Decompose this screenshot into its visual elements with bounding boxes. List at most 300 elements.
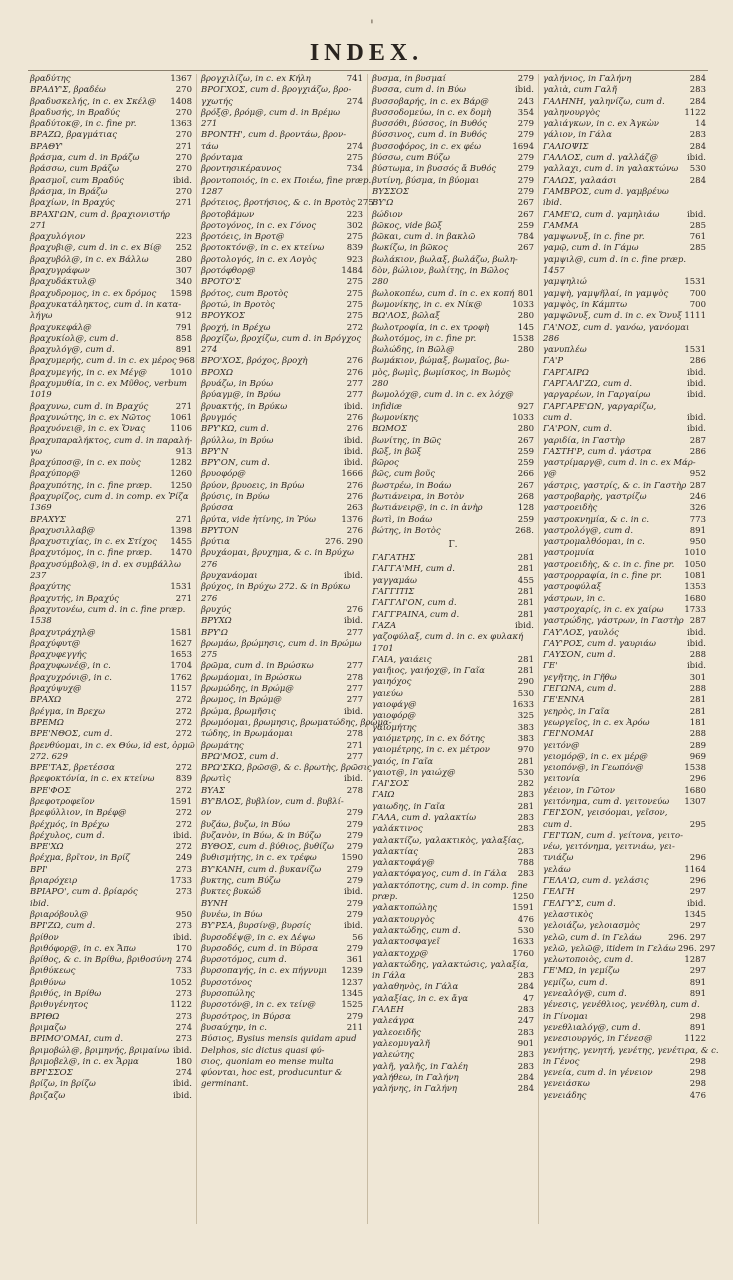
index-term: γαλῆ, γαλῆς, in Γαλέη xyxy=(372,1061,468,1072)
index-entry xyxy=(372,255,534,266)
page-reference: 1052 xyxy=(170,977,192,988)
page-reference: 773 xyxy=(689,514,706,525)
index-term: βυρσοπαγής, in c. ex πήγνυμι xyxy=(201,966,328,977)
index-entry xyxy=(30,164,192,175)
index-term: γαλακτίζω, γαλακτικὸς, γαλαξίας, xyxy=(372,835,525,846)
page-reference: 279 xyxy=(346,819,363,830)
index-entry xyxy=(30,673,192,684)
index-term: γεμίζω, cum d. xyxy=(543,977,608,988)
index-columns xyxy=(26,74,719,1224)
index-term: γαμψηλιώ xyxy=(543,277,587,288)
page-reference: 276 xyxy=(346,525,363,536)
index-entry xyxy=(201,277,363,288)
index-entry xyxy=(30,334,192,345)
index-term: βριμαζω xyxy=(30,1022,67,1033)
index-term: βυσμα, in βυσμαί xyxy=(372,74,446,84)
index-term: γαστρίμαργ@, cum d. in c. ex Μάρ- xyxy=(543,458,696,469)
index-term: γαλήνιος, in Γαλήνη xyxy=(543,74,632,84)
page-reference: 281 xyxy=(689,695,706,706)
index-entry xyxy=(30,707,192,718)
index-entry xyxy=(372,74,534,85)
page-reference: 283 xyxy=(517,824,534,835)
index-term: βύστωμα, in βυσσός ἄ Βυθός xyxy=(372,164,497,175)
index-entry xyxy=(372,210,534,221)
page-reference: 283 xyxy=(517,971,534,982)
index-entry xyxy=(30,368,192,379)
page-reference: 1581 xyxy=(170,627,192,638)
index-entry xyxy=(543,876,706,887)
index-term: σιος, quoniam eo mense multa xyxy=(201,1056,334,1067)
index-entry xyxy=(543,707,706,718)
index-entry xyxy=(372,300,534,311)
page-reference: 243 xyxy=(517,96,534,107)
page-reference: 891 xyxy=(689,1022,706,1033)
index-entry xyxy=(201,334,363,345)
index-entry xyxy=(201,469,363,480)
page-reference: 1666 xyxy=(341,469,363,480)
index-entry xyxy=(30,176,192,187)
page-reference: 268. xyxy=(515,525,534,536)
index-term: βριζαζω xyxy=(30,1090,66,1101)
index-column-4 xyxy=(539,74,719,1224)
page-reference: 284 xyxy=(689,74,706,84)
index-term: ΓΕ'ΜΩ, in γεμίζω xyxy=(543,966,620,977)
index-term: ΒΡΕ'ΝΘΟΣ, cum d. xyxy=(30,729,113,740)
index-entry xyxy=(372,869,534,880)
page-reference: 273 xyxy=(175,1011,192,1022)
index-term: βυθισμήτης, in c. ex τρέφω xyxy=(201,853,317,864)
page-reference: ibid. xyxy=(343,571,363,582)
index-entry xyxy=(30,481,192,492)
index-term: βροντησικέραυνος xyxy=(201,164,282,175)
index-term: γελαστικὸς xyxy=(543,909,594,920)
page-reference: 283 xyxy=(517,1027,534,1038)
page-reference: 273 xyxy=(175,887,192,898)
index-term: βραχύψυχ@ xyxy=(30,684,82,695)
index-entry xyxy=(543,187,706,198)
page-reference: ibid. xyxy=(343,706,363,717)
index-entry xyxy=(30,356,195,367)
index-term: γαμῷ, cum d. in Γάμω xyxy=(543,243,639,254)
index-term: ΒΥΑΣ xyxy=(201,785,226,796)
index-term: ΓΑ'Ρ xyxy=(543,356,564,367)
index-term: Delphos, sic dictus quasi φύ- xyxy=(201,1045,325,1056)
index-term: ΓΕΛΓΗ xyxy=(543,887,575,898)
page-reference: 276 xyxy=(346,604,363,615)
index-entry xyxy=(201,187,363,198)
index-term: βωκίζω, in βῶκος xyxy=(372,243,448,254)
index-entry xyxy=(30,729,192,740)
index-term: βριθύνω xyxy=(30,977,66,988)
page-reference: 271 xyxy=(346,740,363,751)
index-entry xyxy=(372,576,534,587)
index-term: ΓΑΥ'ΡΟΣ, cum d. γαυριάω xyxy=(543,638,656,649)
page-reference: 530 xyxy=(689,164,706,175)
page-reference: 891 xyxy=(175,345,192,356)
index-term: βωλοτόμος, in c. fine pr. xyxy=(372,333,477,344)
page-reference: 1633 xyxy=(512,937,534,948)
index-term: γενειάσκω xyxy=(543,1079,590,1090)
index-term: γένεσις, γενέθλιος, γενέθλη, cum d. xyxy=(543,1000,700,1011)
index-term: γενεία, cum d. in γένειον xyxy=(543,1068,653,1079)
index-entry xyxy=(201,164,363,175)
page-reference: 279 xyxy=(346,830,363,841)
index-entry xyxy=(30,752,192,763)
index-term: ΒΡΑΧΙ'ΩΝ, cum d. βραχιονιστήρ xyxy=(30,209,170,220)
index-term: ΒΩ'ΛΟΣ, βῶλαξ xyxy=(372,311,440,322)
page-reference: ibid. xyxy=(172,932,192,943)
page-reference: 278 xyxy=(346,672,363,683)
index-entry xyxy=(372,1050,534,1061)
index-entry xyxy=(372,858,534,869)
page-reference: 298 xyxy=(689,1056,706,1067)
page-reference: 279 xyxy=(346,864,363,875)
page-reference: 272 xyxy=(175,717,192,728)
page-reference: ibid. xyxy=(343,446,363,457)
index-entry xyxy=(372,677,534,688)
index-entry xyxy=(543,1057,706,1068)
index-entry xyxy=(30,198,192,209)
index-term: γαμψωνυξ, in c. fine pr. xyxy=(543,232,645,243)
index-entry xyxy=(30,887,192,898)
index-term: γεηρὸς, in Γαῖα xyxy=(543,706,610,717)
page-reference: 891 xyxy=(689,525,706,536)
index-entry xyxy=(543,741,706,752)
page-reference: 476 xyxy=(517,914,534,925)
page-reference: 280 xyxy=(517,311,534,322)
index-term: γαλακτόποτης, cum d. in comp. fine xyxy=(372,880,528,891)
index-term: γειτόν@ xyxy=(543,740,580,751)
index-term: γαιός, in Γαῖα xyxy=(372,756,434,767)
index-entry xyxy=(543,164,706,175)
index-entry xyxy=(543,1023,706,1034)
page-reference: 275 xyxy=(346,153,363,164)
page-reference: 1484 xyxy=(341,266,363,277)
page-reference: 279 xyxy=(346,909,363,920)
index-term: γεγῆτης, in Γῆθω xyxy=(543,672,617,683)
index-term: μὸς, βωμὶς, βωμίσκος, in Βωμὸς xyxy=(372,367,511,378)
index-term: ΒΡΕΜΩ xyxy=(30,717,64,728)
index-term: βρύτα, vide ἡτίνης, in Ῥύω xyxy=(201,514,316,525)
index-term: βραχυσύμβολ@, in d. ex συμβάλλω xyxy=(30,559,181,570)
index-term: βρυχύς xyxy=(201,604,232,615)
index-entry xyxy=(30,503,192,514)
page-reference: ibid. xyxy=(172,175,192,186)
index-entry xyxy=(30,402,192,413)
index-entry xyxy=(543,334,706,345)
index-term: βωτὶ, in Βοάω xyxy=(372,514,433,525)
index-entry xyxy=(543,1045,719,1057)
index-entry xyxy=(30,966,192,977)
index-entry xyxy=(201,210,363,221)
index-term: βωτιάνειρα, in Βοτὸν xyxy=(372,491,465,502)
index-term: βυκτες βυκώδ xyxy=(201,887,262,898)
page-reference: 272 xyxy=(175,785,192,796)
index-entry xyxy=(201,85,363,96)
index-term: βρύχος, in Βρύχω 272. & in Βρύκω xyxy=(201,582,351,593)
page-reference: 279 xyxy=(517,74,534,84)
section-letter: Γ. xyxy=(448,540,458,551)
index-term: βυσσοβαρής, in c. ex Βάρ@ xyxy=(372,96,489,107)
page-reference: 297 xyxy=(689,887,706,898)
index-entry xyxy=(372,644,534,655)
index-entry xyxy=(201,221,363,232)
index-entry xyxy=(201,74,363,85)
index-entry xyxy=(543,571,706,582)
index-entry xyxy=(543,899,706,910)
index-entry xyxy=(372,632,534,643)
index-entry xyxy=(543,424,706,435)
index-entry xyxy=(201,323,363,334)
index-entry xyxy=(201,255,363,266)
page-reference: ibid. xyxy=(343,774,363,785)
index-term: γαλακτοφάγ@ xyxy=(372,858,435,869)
index-term: ΒΡΥ'ΟΝ, cum d. xyxy=(201,458,270,469)
index-term: ΓΑΖΑ xyxy=(372,620,397,631)
index-term: in Γάλα xyxy=(372,971,406,982)
page-reference: 913 xyxy=(175,446,192,457)
index-term: βραχυμερής, cum d. in c. ex μέρος xyxy=(30,356,177,367)
index-term: γαστρώδης, γάστρων, in Γαστὴρ xyxy=(543,616,684,627)
index-term: βρυακτής, in Βρύκω xyxy=(201,401,288,412)
index-entry xyxy=(30,876,192,887)
page-reference: 530 xyxy=(517,688,534,699)
index-term: βυρσοπώλης xyxy=(201,989,255,1000)
index-term: βραχίων, in Βραχύς xyxy=(30,198,115,209)
index-term: βραχυνώτης, in c. ex Νῶτος xyxy=(30,412,151,423)
index-term: γαιοτ@, in γαιώχ@ xyxy=(372,767,456,778)
index-term: ΒΥΝΗ xyxy=(201,898,228,909)
index-entry xyxy=(201,108,363,119)
page-reference: 301 xyxy=(689,672,706,683)
index-entry xyxy=(372,492,534,503)
index-entry xyxy=(543,966,706,977)
index-term: ΒΡΙ'ΖΩ, cum d. xyxy=(30,921,96,932)
index-entry xyxy=(30,108,192,119)
page-reference: 298 xyxy=(689,1011,706,1022)
index-entry xyxy=(372,447,534,458)
page-reference: 297 xyxy=(689,966,706,977)
page-reference: ibid. xyxy=(686,661,706,672)
page-reference: 282 xyxy=(517,779,534,790)
index-term: γαλακτοπώλης xyxy=(372,903,438,914)
index-entry xyxy=(543,853,706,864)
index-entry xyxy=(543,469,706,480)
page-reference: 1627 xyxy=(170,638,192,649)
index-term: ΒΡΙΑΡΟ', cum d. βρίαρός xyxy=(30,887,138,898)
index-entry xyxy=(543,221,706,232)
index-entry xyxy=(30,210,192,221)
page-reference: 1680 xyxy=(684,593,706,604)
page-reference: 270 xyxy=(175,130,192,141)
page-reference: 276 xyxy=(346,424,363,435)
index-term: ΓΑΛΗΝΗ, γαληνίζω, cum d. xyxy=(543,96,665,107)
index-entry xyxy=(372,232,534,243)
index-term: βρῶμα, cum d. in Βρώσκω xyxy=(201,661,314,672)
page-reference: 1408 xyxy=(170,96,192,107)
page-reference: 288 xyxy=(689,684,706,695)
index-entry xyxy=(201,978,363,989)
page-reference: 1353 xyxy=(684,582,706,593)
index-entry xyxy=(201,594,363,605)
index-term: ΒΡΑΖΩ, βραγμάτιας xyxy=(30,130,117,141)
page-reference: 950 xyxy=(689,537,706,548)
index-term: βρυγμός xyxy=(201,412,237,423)
index-term: γαιηόχος xyxy=(372,677,412,688)
page-reference: 279 xyxy=(346,842,363,853)
index-entry xyxy=(543,345,706,356)
index-term: ΒΥΣΣΟΣ xyxy=(372,186,409,197)
index-entry xyxy=(30,537,192,548)
page-reference: 1590 xyxy=(341,853,363,864)
index-term: γενήτης, γενητή, γενέτης, γενέτιρα, & c. xyxy=(543,1045,719,1056)
page-reference: 287 xyxy=(689,616,706,627)
index-entry xyxy=(201,368,363,379)
index-entry xyxy=(372,779,534,790)
page-reference: 275 xyxy=(346,311,363,322)
index-entry xyxy=(30,300,192,311)
index-entry xyxy=(543,582,706,593)
index-term: Βύσιος, Bysius mensis quidam apud xyxy=(201,1034,357,1045)
index-entry xyxy=(30,130,192,141)
page-reference: 1081 xyxy=(684,571,706,582)
index-entry xyxy=(543,130,706,141)
page-reference: 223 xyxy=(346,209,363,220)
page-reference: 1680 xyxy=(684,785,706,796)
index-term: βυρσοτόνος xyxy=(201,977,252,988)
page-reference: 281 xyxy=(517,587,534,598)
page-reference: 266 xyxy=(517,469,534,480)
page-reference: 271 xyxy=(175,401,192,412)
index-entry xyxy=(201,503,363,514)
page-reference: 791 xyxy=(175,322,192,333)
index-term: in Γίνομαι xyxy=(543,1011,589,1022)
index-entry xyxy=(201,887,363,898)
page-reference: 270 xyxy=(175,85,192,96)
index-entry xyxy=(372,311,534,322)
page-reference: 891 xyxy=(689,989,706,1000)
page-reference: 296. 297 xyxy=(677,943,716,954)
page-reference: 267 xyxy=(517,243,534,254)
index-term: βώτης, in Βοτὸς xyxy=(372,525,441,536)
index-term: βρέχμός, in Βρέχω xyxy=(30,819,110,830)
page-reference: 1033 xyxy=(512,299,534,310)
index-entry xyxy=(372,221,534,232)
index-entry xyxy=(543,718,706,729)
index-term: βρόνταμα xyxy=(201,153,243,164)
page-reference: 1376 xyxy=(341,514,363,525)
index-term: ΒΡΟ'ΧΟΣ, βρόχος, βροχὴ xyxy=(201,356,308,367)
index-term: βρίθος, & c. in Βρίθω, βριθοσύνη xyxy=(30,955,172,966)
page-reference: 700 xyxy=(689,288,706,299)
index-entry xyxy=(543,639,706,650)
page-reference: 901 xyxy=(517,1038,534,1049)
index-entry xyxy=(201,831,363,842)
index-entry xyxy=(201,808,363,819)
index-term: γενεαλόγ@, cum d. xyxy=(543,989,627,1000)
index-entry xyxy=(30,413,192,424)
index-entry xyxy=(30,797,192,808)
index-term: in Γένος xyxy=(543,1056,580,1067)
index-term: βυσσόθι, βύσσος, in Βυθός xyxy=(372,119,487,130)
index-entry xyxy=(30,492,192,503)
index-term: ΒΡΑΘΥ' xyxy=(30,141,64,152)
index-term: 280 xyxy=(372,379,389,390)
index-term: ΓΑΙΑ, γαιάεις xyxy=(372,654,432,665)
index-entry xyxy=(372,949,534,960)
index-entry xyxy=(201,741,363,752)
index-term: βῶρος xyxy=(372,458,399,469)
index-term: βραχυμυθία, in c. ex Μῦθος, verbum xyxy=(30,379,187,390)
page-reference: 284 xyxy=(689,96,706,107)
index-term: ΓΑΛΙΟΨΙΣ xyxy=(543,141,589,152)
page-reference: 1591 xyxy=(512,903,534,914)
index-entry xyxy=(372,847,534,858)
index-term: ΒΩΜΟΣ xyxy=(372,424,407,435)
page-reference: 891 xyxy=(689,977,706,988)
index-term: ΓΑΓΓΙΤΙΣ xyxy=(372,587,415,598)
index-entry xyxy=(30,153,192,164)
page-reference: ibid. xyxy=(514,620,534,631)
index-term: γελῶ, cum d. in Γελάω xyxy=(543,932,642,943)
index-entry xyxy=(372,564,534,575)
page-reference: 277 xyxy=(346,379,363,390)
index-term: 271 xyxy=(201,119,218,130)
index-term: βρόξ@, βρόμ@, cum d. in Βρέμω xyxy=(201,107,341,118)
index-term: γαμψῶνυξ, cum d. in c. ex Ὄνυξ xyxy=(543,311,682,322)
index-entry xyxy=(30,447,192,458)
index-entry xyxy=(372,587,534,598)
index-term: ΒΡΥΤΟΝ xyxy=(201,525,239,536)
page-reference: 274 xyxy=(346,96,363,107)
page-reference: 281 xyxy=(689,706,706,717)
index-entry xyxy=(543,97,706,108)
page-reference: 858 xyxy=(175,333,192,344)
index-term: βρέχυλος, cum d. xyxy=(30,830,105,841)
page-reference: 283 xyxy=(517,1061,534,1072)
index-term: βύσσω, cum Βύζω xyxy=(372,153,450,164)
index-entry xyxy=(30,865,192,876)
page-reference: 839 xyxy=(175,774,192,785)
index-term: δὸν, βώλιον, βωλίτης, in Βῶλος xyxy=(372,266,509,277)
page-reference: 181 xyxy=(689,717,706,728)
page-reference: 272 xyxy=(175,842,192,853)
index-term: βυτίνη, βύσμα, in βύομαι xyxy=(372,175,480,186)
index-entry xyxy=(372,436,534,447)
index-entry xyxy=(30,1057,192,1068)
index-term: βῶξ, in βῶξ xyxy=(372,446,422,457)
index-entry xyxy=(30,469,192,480)
index-term: βραχυφεγγής xyxy=(30,650,87,661)
page-reference: 276 xyxy=(346,412,363,423)
index-term: φύονται, hoc est, producuntur & xyxy=(201,1068,343,1079)
index-term: βρωμάω, βρώμησις, cum d. in Βρώμω xyxy=(201,638,362,649)
index-term: ΒΥ'Ω xyxy=(372,198,394,209)
index-term: βριαρόχειρ xyxy=(30,876,78,887)
index-entry xyxy=(372,711,534,722)
index-entry xyxy=(30,1000,192,1011)
page-reference: 476 xyxy=(689,1090,706,1101)
index-term: βραχυβι@, cum d. in c. ex Βί@ xyxy=(30,243,162,254)
page-reference: 912 xyxy=(175,311,192,322)
index-term: 280 xyxy=(372,277,389,288)
index-term: γαστροειδὴς xyxy=(543,503,598,514)
index-entry xyxy=(543,797,706,808)
page-reference: 274 xyxy=(175,1022,192,1033)
index-entry xyxy=(201,130,363,141)
page-reference: 1733 xyxy=(170,876,192,887)
index-entry xyxy=(30,560,192,571)
